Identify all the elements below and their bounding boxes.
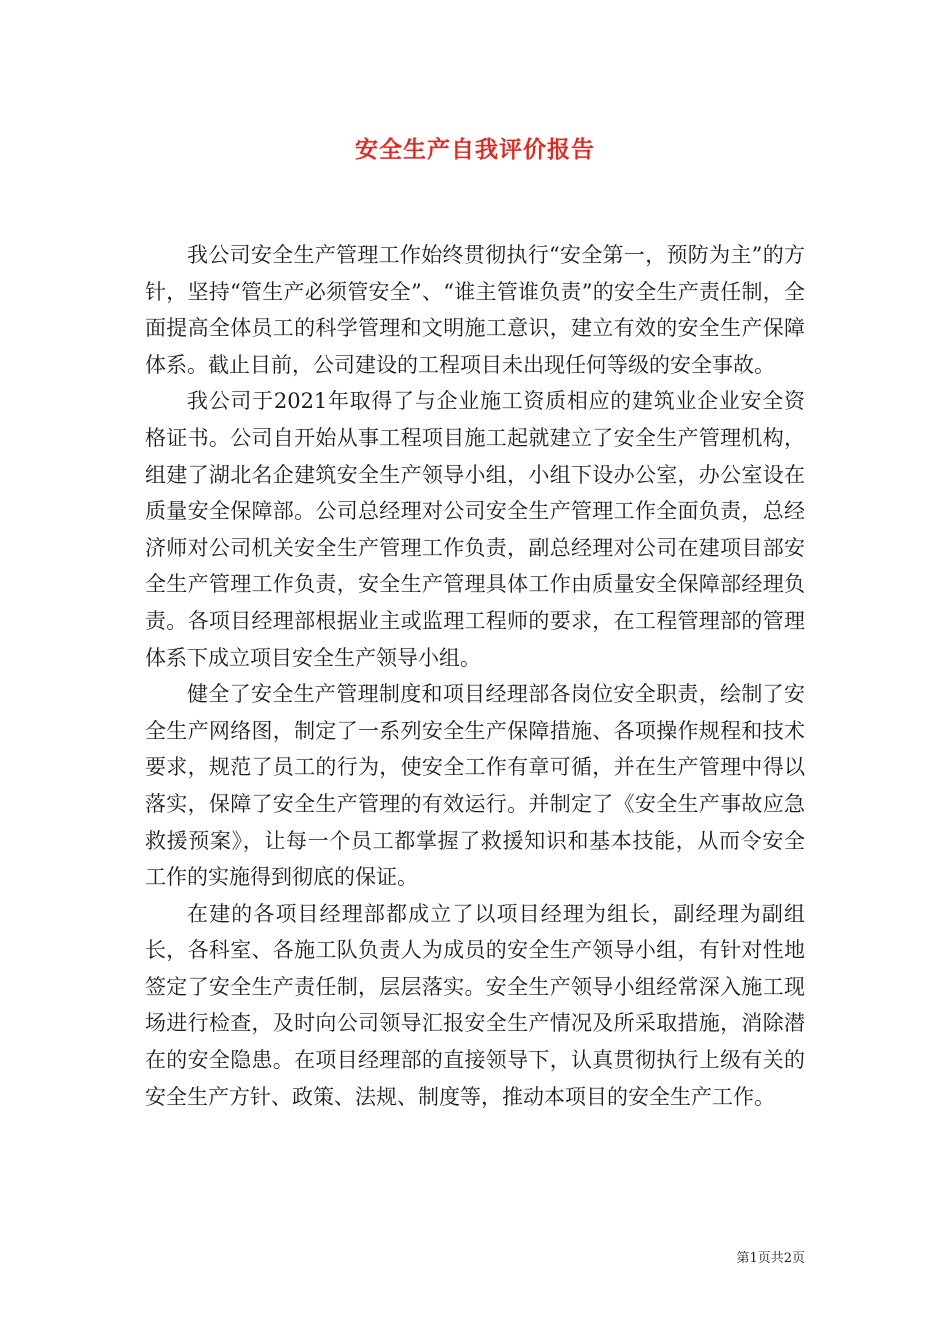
paragraph-3: 健全了安全生产管理制度和项目经理部各岗位安全职责，绘制了安全生产网络图，制定了一系列安全生产保障措施、各项操作规程和技术要求，规范了员工的行为，使安全工作有章可循，并在生产管理中得以落实，保障了安全生产管理的有效运行。并制定了《安全生产事故应急救援预案》，让每一个员工都掌握了救援知识和基本技能，从而令安全工作的实施得到彻底的保证。 [145, 682, 805, 890]
page-number: 第1页共2页 [736, 1251, 805, 1266]
paragraph-4: 在建的各项目经理部都成立了以项目经理为组长，副经理为副组长，各科室、各施工队负责人为成员的安全生产领导小组，有针对性地签定了安全生产责任制，层层落实。安全生产领导小组经常深入施工现场进行检查，及时向公司领导汇报安全生产情况及所采取措施，消除潜在的安全隐患。在项目经理部的直接领导下，认真贯彻执行上级有关的安全生产方针、政策、法规、制度等，推动本项目的安全生产工作。 [145, 901, 805, 1109]
paragraph-2: 我公司于2021年取得了与企业施工资质相应的建筑业企业安全资格证书。公司自开始从事工程项目施工起就建立了安全生产管理机构，组建了湖北名企建筑安全生产领导小组，小组下设办公室，办公室设在质量安全保障部。公司总经理对公司安全生产管理工作全面负责，总经济师对公司机关安全生产管理工作负责，副总经理对公司在建项目部安全生产管理工作负责，安全生产管理具体工作由质量安全保障部经理负责。各项目经理部根据业主或监理工程师的要求，在工程管理部的管理体系下成立项目安全生产领导小组。 [145, 389, 805, 670]
paragraph-1: 我公司安全生产管理工作始终贯彻执行“安全第一，预防为主”的方针，坚持“管生产必须管安全”、“谁主管谁负责”的安全生产责任制，全面提高全体员工的科学管理和文明施工意识，建立有效的安全生产保障体系。截止目前，公司建设的工程项目未出现任何等级的安全事故。 [145, 243, 805, 377]
document-title: 安全生产自我评价报告 [355, 136, 595, 163]
document-body [145, 237, 805, 1115]
